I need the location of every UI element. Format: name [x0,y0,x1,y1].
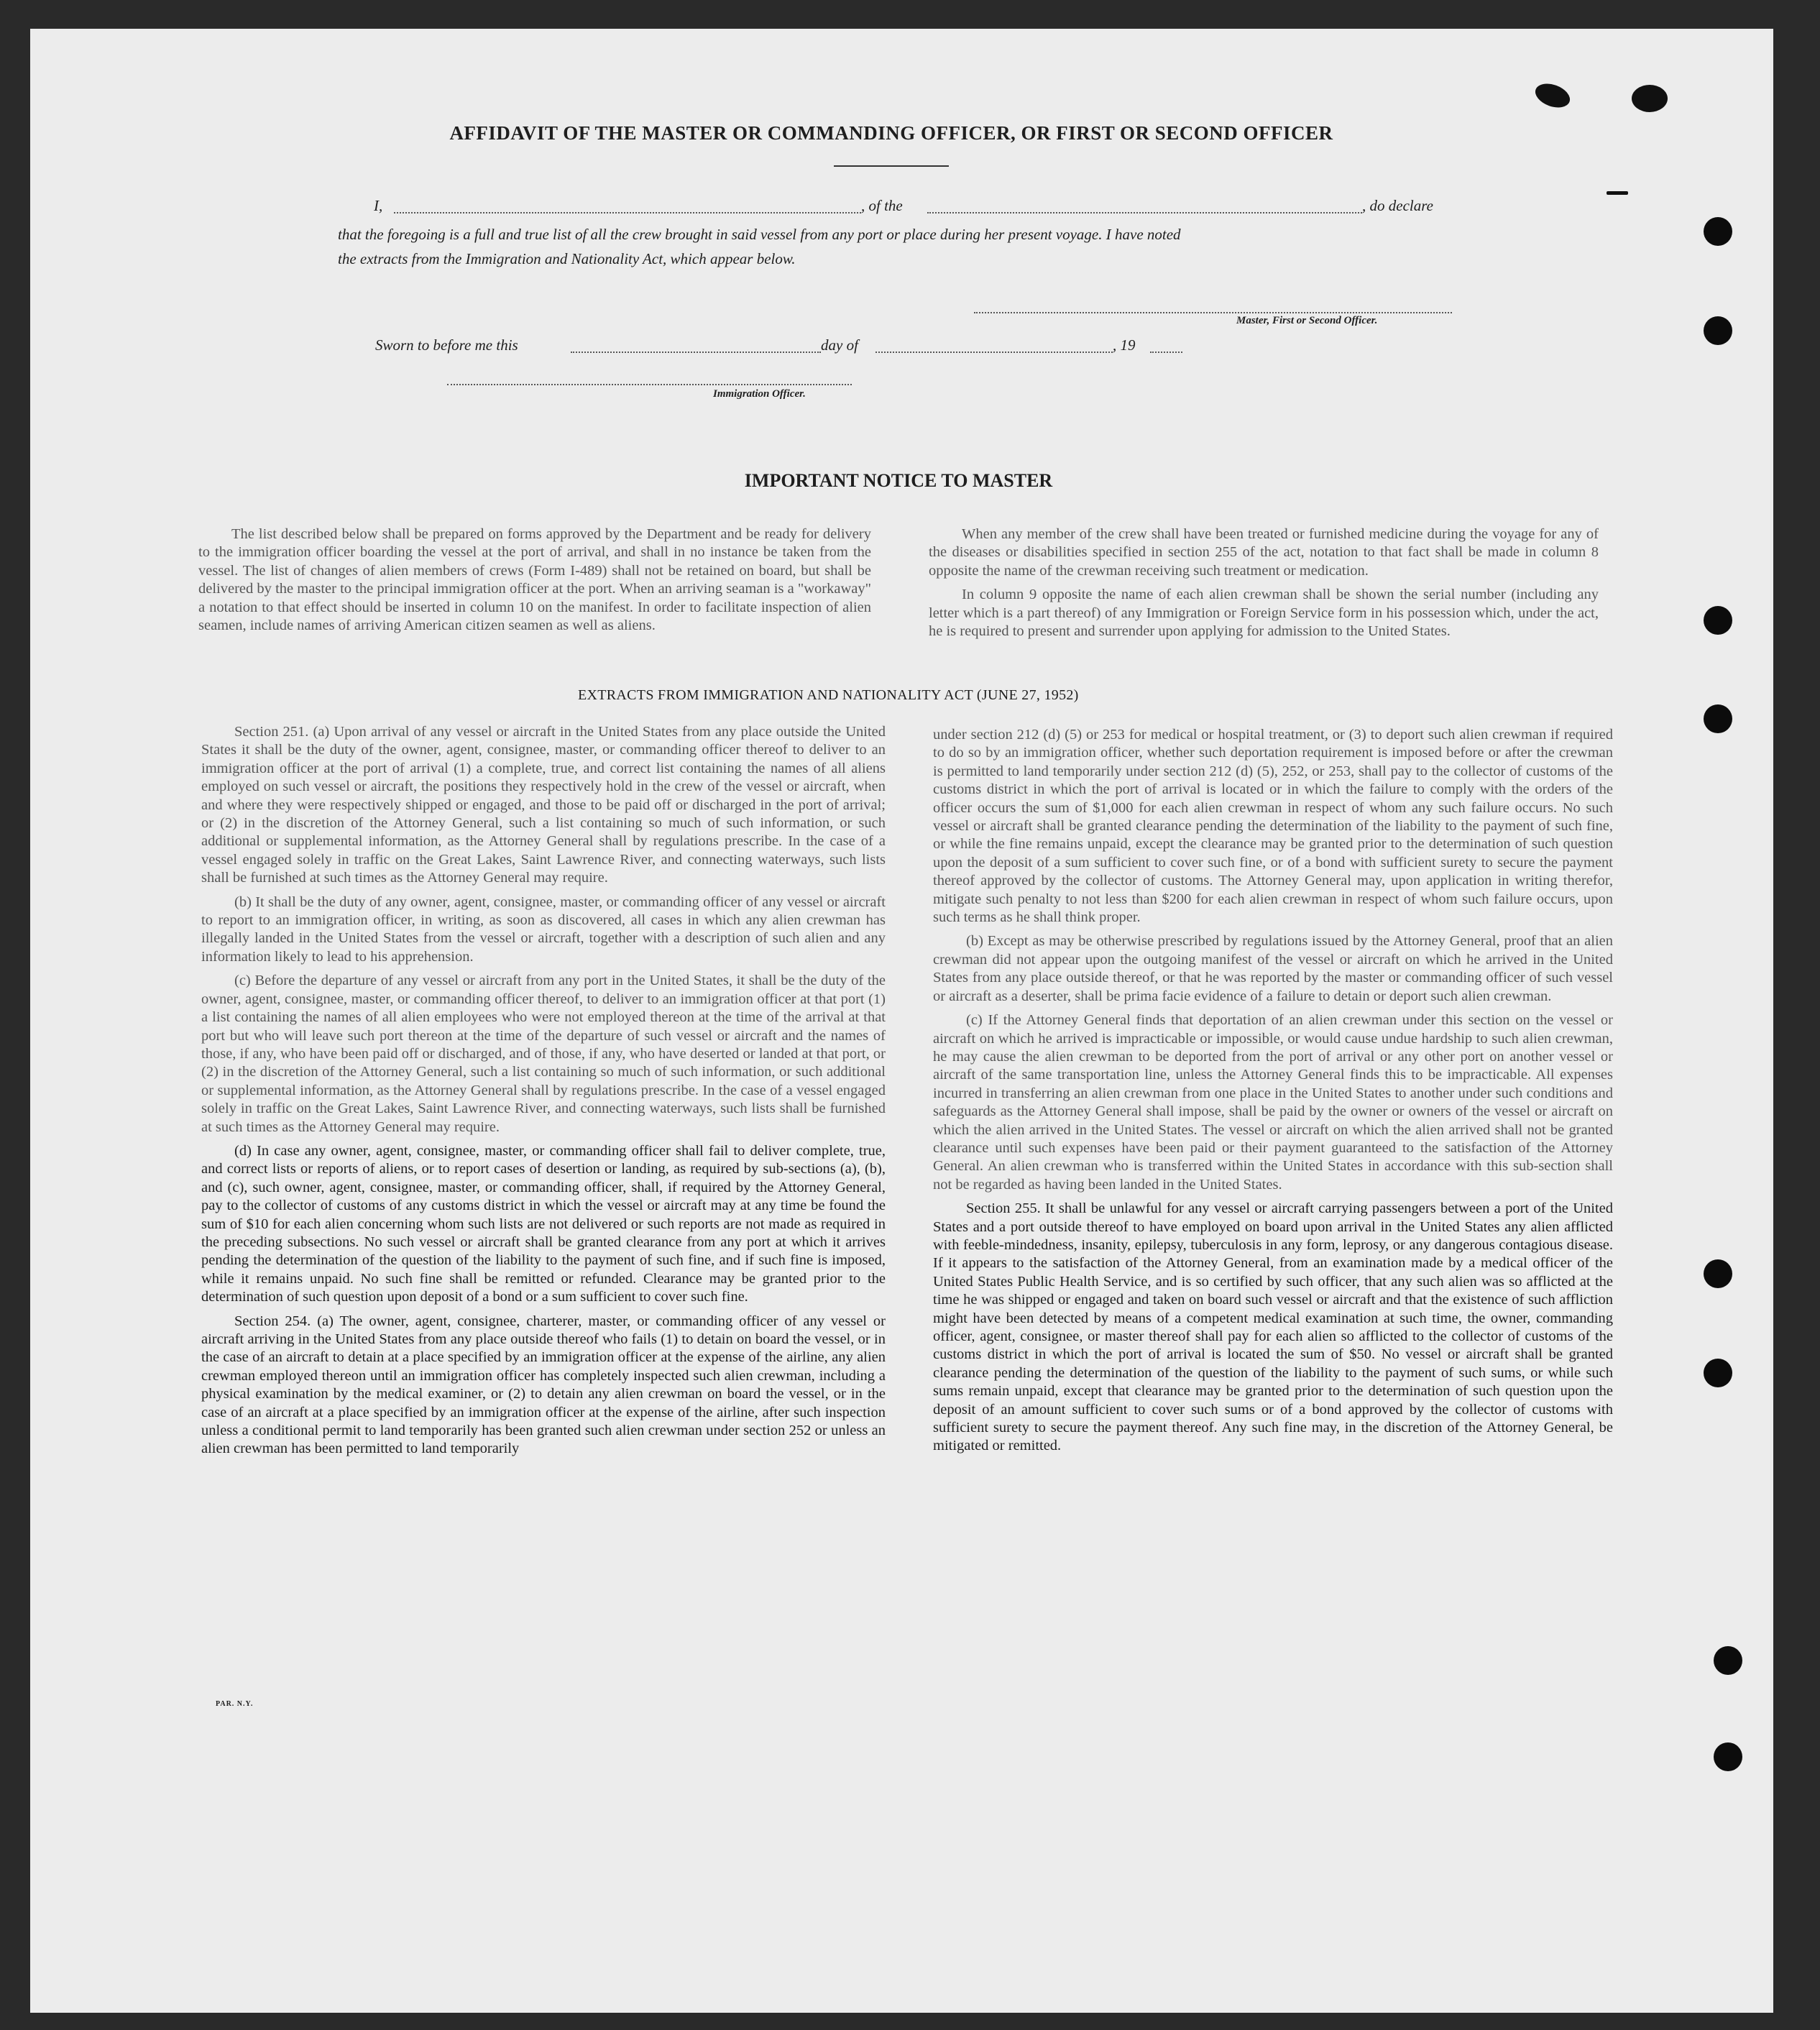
binder-hole [1704,704,1732,733]
section-251-b: (b) It shall be the duty of any owner, agent, consignee, master, or commanding officer of any vessel or aircraft to report to an immigration officer, in writing, as soon as discovered, all cases in which any alien crewman has illegally landed in the United States from the vessel or aircraft, together with a description of such alien and any information likely to lead to his apprehension. [201,894,886,965]
notice-left-paragraph: The list described below shall be prepared on forms approved by the Department and be ready for delivery to the immigration officer boarding the vessel at the port of arrival, and shall in no instance be taken from the vessel. The list of changes of alien members of crews (Form I-489) shall not be retained on board, but shall be delivered by the master to the principal immigration officer at the port. When an arriving seaman is a "workaway" a notation to that effect should be inserted in column 10 on the manifest. In order to facilitate inspection of alien seamen, include names of arriving American citizen seamen as well as aliens. [198,526,871,634]
binder-hole [1714,1742,1742,1771]
ink-blot [1632,85,1668,112]
section-254-c: (c) If the Attorney General finds that deportation of an alien crewman under this section on the vessel or aircraft on which he arrived is impracticable or impossible, or would cause undue hardship to such alien crewman, he may cause the alien crewman to be deported from the port of arrival or any other port on another vessel or aircraft of the same transportation line, unless the Attorney General finds this to be impracticable. All expenses incurred in transferring an alien crewman from one place in the United States to another under such conditions and safeguards as the Attorney General shall impose, shall be paid by the owner or owners of the vessel or aircraft on which the alien arrived in the United States. The vessel or aircraft on which the alien arrived shall not be granted clearance until such expenses have been paid or their payment guaranteed to the satisfaction of the Attorney General. An alien crewman who is transferred within the United States in accordance with this sub-section shall not be regarded as having been landed in the United States. [933,1012,1613,1193]
binder-hole [1704,217,1732,246]
notice-title: IMPORTANT NOTICE TO MASTER [744,470,1053,491]
form-title: AFFIDAVIT OF THE MASTER OR COMMANDING OFFICER, OR FIRST OR SECOND OFFICER [449,122,1333,144]
sworn-month-field[interactable] [875,339,1113,353]
extracts-left-column [201,723,886,1464]
section-251-a: Section 251. (a) Upon arrival of any vessel or aircraft in the United States from any place outside the United States it shall be the duty of the owner, agent, consignee, master, or commanding officer thereof to deliver to an immigration officer at the port of arrival (1) a complete, true, and correct list containing the names of all aliens employed on such vessel or aircraft, the positions they respectively hold in the crew of the vessel or aircraft, when and where they were respectively shipped or engaged, and those to be paid off or discharged in the port of arrival; or (2) in the discretion of the Attorney General, such a list containing so much of such information, or such additional or supplemental information, as the Attorney General shall by regulations prescribe. In the case of a vessel engaged solely in traffic on the Great Lakes, Saint Lawrence River, and connecting waterways, such lists shall be furnished at such times as the Attorney General may require. [201,724,886,886]
section-251-c: (c) Before the departure of any vessel or aircraft from any port in the United States, it shall be the duty of the owner, agent, consignee, master, or commanding officer thereof, to deliver to an immigration officer at that port (1) a list containing the names of all alien employees who were not employed thereon at the time of the arrival at that port but who will leave such port thereon at the time of the departure of such vessel or aircraft and the names of those, if any, who have been paid off or discharged, and of those, if any, who have deserted or landed at that port, or (2) in the discretion of the Attorney General, such a list containing so much of such information, or such additional or supplemental information, as the Attorney General shall by regulations prescribe. In the case of a vessel engaged solely in traffic on the Great Lakes, Saint Lawrence River, and connecting waterways, such lists shall be furnished at such times as the Attorney General may require. [201,973,886,1135]
binder-hole [1704,1259,1732,1288]
printer-mark: PAR. N.Y. [216,1700,254,1708]
section-254-a-continued: under section 212 (d) (5) or 253 for medical or hospital treatment, or (3) to deport such alien crewman if required to do so by an immigration officer, whether such deportation requirement is imposed before or after the crewman is permitted to land temporarily under section 212 (d) (5), 252, or 253, shall pay to the collector of customs of the customs district in which the port of arrival is located or in which the failure to comply with the orders of the officer occurs the sum of $1,000 for each alien crewman in respect of whom any such failure occurs. No such vessel or aircraft shall be granted clearance pending the determination of the liability to the payment of such fine, or while the fine remains unpaid, except the clearance may be granted prior to the determination of such question upon the deposit of a sum sufficient to cover such fine, or of a bond with sufficient surety to secure the payment thereof approved by the collector of customs. The Attorney General may, upon application in writing therefor, mitigate such penalty to not less than $200 for each alien crewman in respect of whom such failure occurs, upon such terms as he shall think proper. [933,727,1613,926]
day-of-label: day of [821,336,858,354]
affidavit-line-3: the extracts from the Immigration and Nationality Act, which appear below. [338,250,796,267]
binder-hole [1704,1359,1732,1387]
binder-hole [1704,316,1732,345]
notice-right-column [929,525,1599,646]
extracts-title: EXTRACTS FROM IMMIGRATION AND NATIONALITY ACT (JUNE 27, 1952) [578,687,1079,703]
officer-signature-label: Immigration Officer. [713,388,806,400]
section-251-d: (d) In case any owner, agent, consignee, master, or commanding officer shall fail to deliver complete, true, and correct lists or reports of aliens, or to report cases of desertion or landing, as required by sub-sections (a), (b), and (c), such owner, agent, consignee, master, or commanding officer, shall, if required by the Attorney General, pay to the collector of customs of any customs district in which the vessel or aircraft may at any time be found the sum of $10 for each alien concerning whom such lists are not delivered or such reports are not made as required in the preceding subsections. No such vessel or aircraft shall be granted clearance from any port at which it arrives pending the determination of the question of the liability to the payment of such fine, and if such fine is imposed, while it remains unpaid. No such fine shall be remitted or refunded. Clearance may be granted prior to the determination of such question upon deposit of a bond or a sum sufficient to cover such fine. [201,1142,886,1305]
ink-mark [1607,191,1628,195]
section-254-b: (b) Except as may be otherwise prescribed by regulations issued by the Attorney General, proof that an alien crewman did not appear upon the outgoing manifest of the vessel or aircraft on which he arrived in the United States from any place outside thereof, or that he was reported by the master or commanding officer of such vessel or aircraft as a deserter, shall be prima facie evidence of a failure to detain or deport such alien crewman. [933,933,1613,1004]
master-signature-line[interactable] [974,300,1452,313]
binder-hole [1714,1646,1742,1675]
sworn-day-field[interactable] [571,339,821,353]
master-signature-label: Master, First or Second Officer. [1236,315,1378,326]
title-underline [834,165,949,167]
notice-right-paragraph: When any member of the crew shall have been treated or furnished medicine during the voyage for any of the diseases or disabilities specified in section 255 of the act, notation to that fact shall be made in column 8 opposite the name of the crewman receiving such treatment or medication. [929,526,1599,579]
officer-signature-line[interactable] [447,372,852,385]
name-field[interactable] [394,200,861,213]
sworn-label: Sworn to before me this [375,336,518,354]
vessel-field[interactable] [927,200,1362,213]
affidavit-of-the: , of the [861,197,903,214]
affidavit-line-2: that the foregoing is a full and true list of all the crew brought in said vessel from any port or place during her present voyage. I have noted [338,226,1181,243]
binder-hole [1704,606,1732,635]
affidavit-do-declare: , do declare [1362,197,1433,214]
notice-right-paragraph: In column 9 opposite the name of each alien crewman shall be shown the serial number (including any letter which is a part thereof) of any Immigration or Foreign Service form in his possession which, under the act, he is required to present and surrender upon applying for admission to the United States. [929,587,1599,640]
extracts-right-column [933,726,1613,1461]
sworn-year-field[interactable] [1150,339,1182,353]
section-254-a: Section 254. (a) The owner, agent, consignee, charterer, master, or commanding officer of any vessel or aircraft arriving in the United States from any place outside thereof who fails (1) to detain on board the vessel, or in the case of an aircraft to detain at a place specified by an immigration officer at the expense of the airline, any alien crewman employed thereon until an immigration officer has completely inspected such alien crewman, including a physical examination by the medical examiner, or (2) to detain any alien crewman on board the vessel, or in the case of an aircraft at a place specified by an immigration officer at the expense of the airline, after such inspection unless a conditional permit to land temporarily has been granted such alien crewman under section 252 or unless an alien crewman has been permitted to land temporarily [201,1313,886,1457]
affidavit-i: I, [374,197,383,214]
year-label: , 19 [1113,336,1136,354]
section-255: Section 255. It shall be unlawful for any vessel or aircraft carrying passengers between a port of the United States and a port outside thereof to have employed on board upon arrival in the United States any alien afflicted with feeble-mindedness, insanity, epilepsy, tuberculosis in any form, leprosy, or any dangerous contagious disease. If it appears to the satisfaction of the Attorney General, from an examination made by a medical officer of the United States Public Health Service, and is so certified by such officer, that any such alien was so afflicted at the time he was shipped or engaged and taken on board such vessel or aircraft and that the existence of such affliction might have been detected by means of a competent medical examination at such time, the owner, commanding officer, agent, consignee, or master thereof shall pay for each alien so afflicted to the collector of customs of the customs district in which the port of arrival is located the sum of $50. No vessel or aircraft shall be granted clearance pending the determination of the question of the liability to the payment of such sums, or while such sums remain unpaid, except that clearance may be granted prior to the determination of such question upon the deposit of an amount sufficient to cover such sums or of a bond approved by the collector of customs with sufficient surety to secure the payment thereof. Any such fine may, in the discretion of the Attorney General, be mitigated or remitted. [933,1200,1613,1454]
notice-left-column [198,525,871,640]
